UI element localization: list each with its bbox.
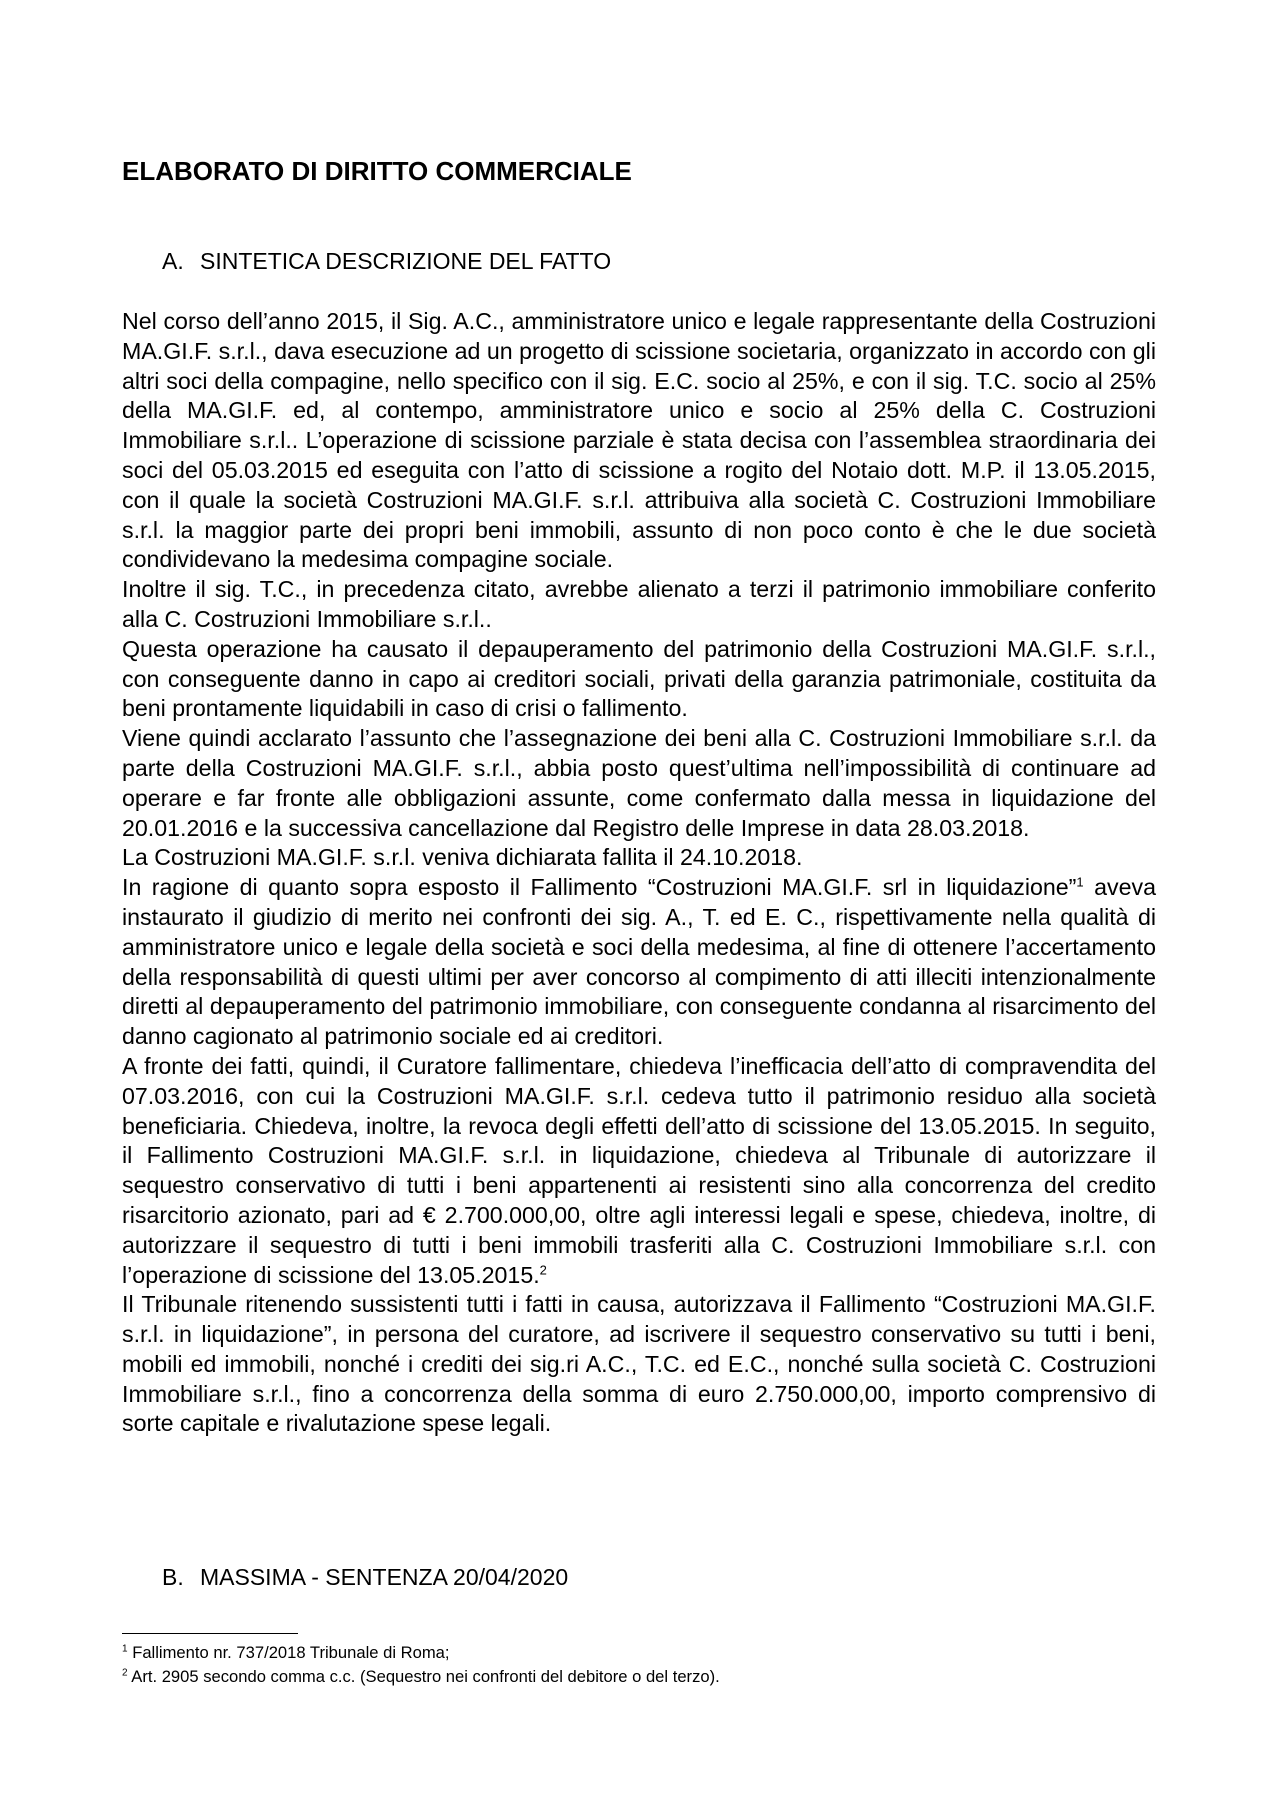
section-a-heading [162, 246, 611, 276]
paragraph-3: Questa operazione ha causato il depauperamento del patrimonio della Costruzioni MA.GI.F. s.r.l., con conseguente danno in capo ai creditori sociali, privati della garanzia patrimoniale, costituita da beni prontamente liquidabili in caso di crisi o fallimento. [122, 635, 1156, 722]
paragraph-4: Viene quindi acclarato l’assunto che l’assegnazione dei beni alla C. Costruzioni Immobiliare s.r.l. da parte della Costruzioni MA.GI.F. s.r.l., abbia posto quest’ultima nell’impossibilità di continuare ad operare e far fronte alle obbligazioni assunte, come confermato dalla messa in liquidazione del 20.01.2016 e la successiva cancellazione dal Registro delle Imprese in data 28.03.2018. [122, 725, 1156, 841]
paragraph-1: Nel corso dell’anno 2015, il Sig. A.C., amministratore unico e legale rappresentante della Costruzioni MA.GI.F. s.r.l., dava esecuzione ad un progetto di scissione societaria, organizzato in accordo con gli altri soci della compagine, nello specifico con il sig. E.C. socio al 25%, e con il sig. T.C. socio al 25% della MA.GI.F. ed, al contempo, amministratore unico e socio al 25% della C. Costruzioni Immobiliare s.r.l.. L’operazione di scissione parziale è stata decisa con l’assemblea straordinaria dei soci del 05.03.2015 ed eseguita con l’atto di scissione a rogito del Notaio dott. M.P. il 13.05.2015, con il quale la società Costruzioni MA.GI.F. s.r.l. attribuiva alla società C. Costruzioni Immobiliare s.r.l. la maggior parte dei propri beni immobili, assunto di non poco conto è che le due società condividevano la medesima compagine sociale. [122, 308, 1156, 573]
paragraph-6 [122, 873, 1156, 1052]
footnote-ref-2: 2 [539, 1261, 547, 1277]
paragraph-5: La Costruzioni MA.GI.F. s.r.l. veniva dichiarata fallita il 24.10.2018. [122, 844, 803, 871]
footnote-separator [122, 1633, 298, 1634]
footnote-ref-1: 1 [1076, 874, 1084, 890]
section-a-title: SINTETICA DESCRIZIONE DEL FATTO [200, 248, 612, 274]
footnote-1-mark: 1 [122, 1643, 128, 1655]
document-title: ELABORATO DI DIRITTO COMMERCIALE [122, 156, 632, 186]
section-b-heading [162, 1562, 568, 1592]
paragraph-7 [122, 1052, 1156, 1290]
section-a-number: A. [162, 248, 184, 274]
paragraph-2: Inoltre il sig. T.C., in precedenza citato, avrebbe alienato a terzi il patrimonio immobiliare conferito alla C. Costruzioni Immobiliare s.r.l.. [122, 576, 1156, 632]
paragraph-6-start: In ragione di quanto sopra esposto il Fallimento “Costruzioni MA.GI.F. srl in liquidazione” [122, 874, 1077, 901]
section-b-title: MASSIMA - SENTENZA 20/04/2020 [200, 1564, 569, 1590]
fact-description [122, 307, 1156, 1439]
paragraph-8: Il Tribunale ritenendo sussistenti tutti i fatti in causa, autorizzava il Fallimento “Costruzioni MA.GI.F. s.r.l. in liquidazione”, in persona del curatore, ad iscrivere il sequestro conservativo su tutti i beni, mobili ed immobili, nonché i crediti dei sig.ri A.C., T.C. ed E.C., nonché sulla società C. Costruzioni Immobiliare s.r.l., fino a concorrenza della somma di euro 2.750.000,00, importo comprensivo di sorte capitale e rivalutazione spese legali. [122, 1291, 1156, 1437]
paragraph-6-rest: aveva instaurato il giudizio di merito nei confronti dei sig. A., T. ed E. C., rispettivamente nella qualità di amministratore unico e legale della società e soci della medesima, al fine di ottenere l’accertamento della responsabilità di questi ultimi per aver concorso al compimento di atti illeciti intenzionalmente diretti al depauperamento del patrimonio immobiliare, con conseguente condanna al risarcimento del danno cagionato al patrimonio sociale ed ai creditori. [122, 874, 1156, 1050]
footnotes [122, 1641, 1156, 1689]
section-b-number: B. [162, 1564, 184, 1590]
footnote-1-text: Fallimento nr. 737/2018 Tribunale di Roma; [132, 1643, 450, 1662]
paragraph-7-text: A fronte dei fatti, quindi, il Curatore fallimentare, chiedeva l’inefficacia dell’atto di compravendita del 07.03.2016, con cui la Costruzioni MA.GI.F. s.r.l. cedeva tutto il patrimonio residuo alla società beneficiaria. Chiedeva, inoltre, la revoca degli effetti dell’atto di scissione del 13.05.2015. In seguito, il Fallimento Costruzioni MA.GI.F. s.r.l. in liquidazione, chiedeva al Tribunale di autorizzare il sequestro conservativo di tutti i beni appartenenti ai resistenti sino alla concorrenza del credito risarcitorio azionato, pari ad € 2.700.000,00, oltre agli interessi legali e spese, chiedeva, inoltre, di autorizzare il sequestro di tutti i beni immobili trasferiti alla C. Costruzioni Immobiliare s.r.l. con l’operazione di scissione del 13.05.2015. [122, 1052, 1156, 1288]
footnote-1 [122, 1641, 1156, 1665]
footnote-2 [122, 1665, 1156, 1689]
footnote-2-text: Art. 2905 secondo comma c.c. (Sequestro nei confronti del debitore o del terzo). [131, 1667, 720, 1686]
footnote-2-mark: 2 [122, 1667, 128, 1679]
